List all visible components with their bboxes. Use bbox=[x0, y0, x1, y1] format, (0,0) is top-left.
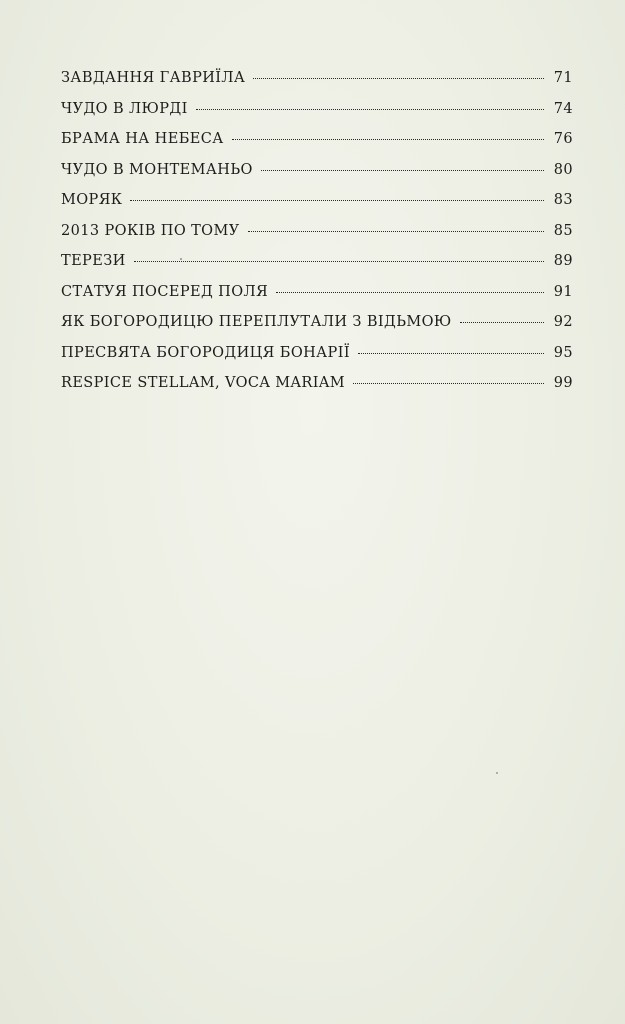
toc-entry-page: 80 bbox=[553, 161, 573, 178]
toc-entry-page: 89 bbox=[553, 253, 573, 269]
toc-entry-page: 92 bbox=[553, 314, 573, 330]
toc-entry bbox=[61, 101, 573, 132]
toc-entry bbox=[61, 131, 573, 162]
toc-entry-page: 71 bbox=[553, 70, 573, 86]
paper-speck bbox=[180, 258, 182, 260]
toc-entry-title: МОРЯК bbox=[61, 192, 123, 208]
toc-entry-page: 74 bbox=[553, 100, 573, 117]
toc-entry-title: ЧУДО В МОНТЕМАНЬО bbox=[61, 161, 253, 178]
toc-dot-leader bbox=[276, 292, 544, 293]
toc-entry-title: ПРЕСВЯТА БОГОРОДИЦЯ БОНАРІЇ bbox=[61, 344, 350, 361]
toc-entry bbox=[61, 223, 573, 254]
toc-entry bbox=[61, 70, 573, 101]
toc-entry-title: RESPICE STELLAM, VOCA MARIAM bbox=[61, 375, 345, 391]
toc-entry-title: ЯК БОГОРОДИЦЮ ПЕРЕПЛУТАЛИ З ВІДЬМОЮ bbox=[61, 314, 452, 330]
toc-entry-page: 83 bbox=[553, 192, 573, 208]
toc-entry bbox=[61, 375, 573, 406]
toc-entry-title: ТЕРЕЗИ bbox=[61, 253, 126, 269]
toc-dot-leader bbox=[196, 109, 544, 110]
table-of-contents bbox=[61, 70, 573, 406]
toc-entry bbox=[61, 314, 573, 345]
toc-entry bbox=[61, 162, 573, 193]
toc-entry-title: БРАМА НА НЕБЕСА bbox=[61, 131, 224, 147]
toc-entry-title: 2013 РОКІВ ПО ТОМУ bbox=[61, 222, 240, 239]
toc-entry-page: 99 bbox=[553, 375, 573, 391]
toc-entry-title: ЧУДО В ЛЮРДІ bbox=[61, 100, 188, 117]
toc-entry-title: СТАТУЯ ПОСЕРЕД ПОЛЯ bbox=[61, 283, 269, 300]
paper-speck bbox=[496, 772, 498, 774]
toc-entry-page: 76 bbox=[553, 131, 573, 147]
toc-entry bbox=[61, 192, 573, 223]
toc-entry bbox=[61, 253, 573, 284]
toc-entry bbox=[61, 345, 573, 376]
toc-dot-leader bbox=[353, 383, 544, 384]
toc-entry-page: 95 bbox=[553, 344, 573, 361]
toc-entry bbox=[61, 284, 573, 315]
toc-dot-leader bbox=[232, 139, 544, 140]
toc-dot-leader bbox=[358, 353, 544, 354]
toc-dot-leader bbox=[248, 231, 544, 232]
toc-dot-leader bbox=[253, 78, 543, 79]
toc-dot-leader bbox=[460, 322, 544, 323]
toc-entry-page: 85 bbox=[553, 222, 573, 239]
toc-entry-title: ЗАВДАННЯ ГАВРИЇЛА bbox=[61, 70, 246, 86]
toc-dot-leader bbox=[261, 170, 544, 171]
toc-entry-page: 91 bbox=[553, 283, 573, 300]
toc-dot-leader bbox=[134, 261, 544, 262]
toc-dot-leader bbox=[130, 200, 543, 201]
